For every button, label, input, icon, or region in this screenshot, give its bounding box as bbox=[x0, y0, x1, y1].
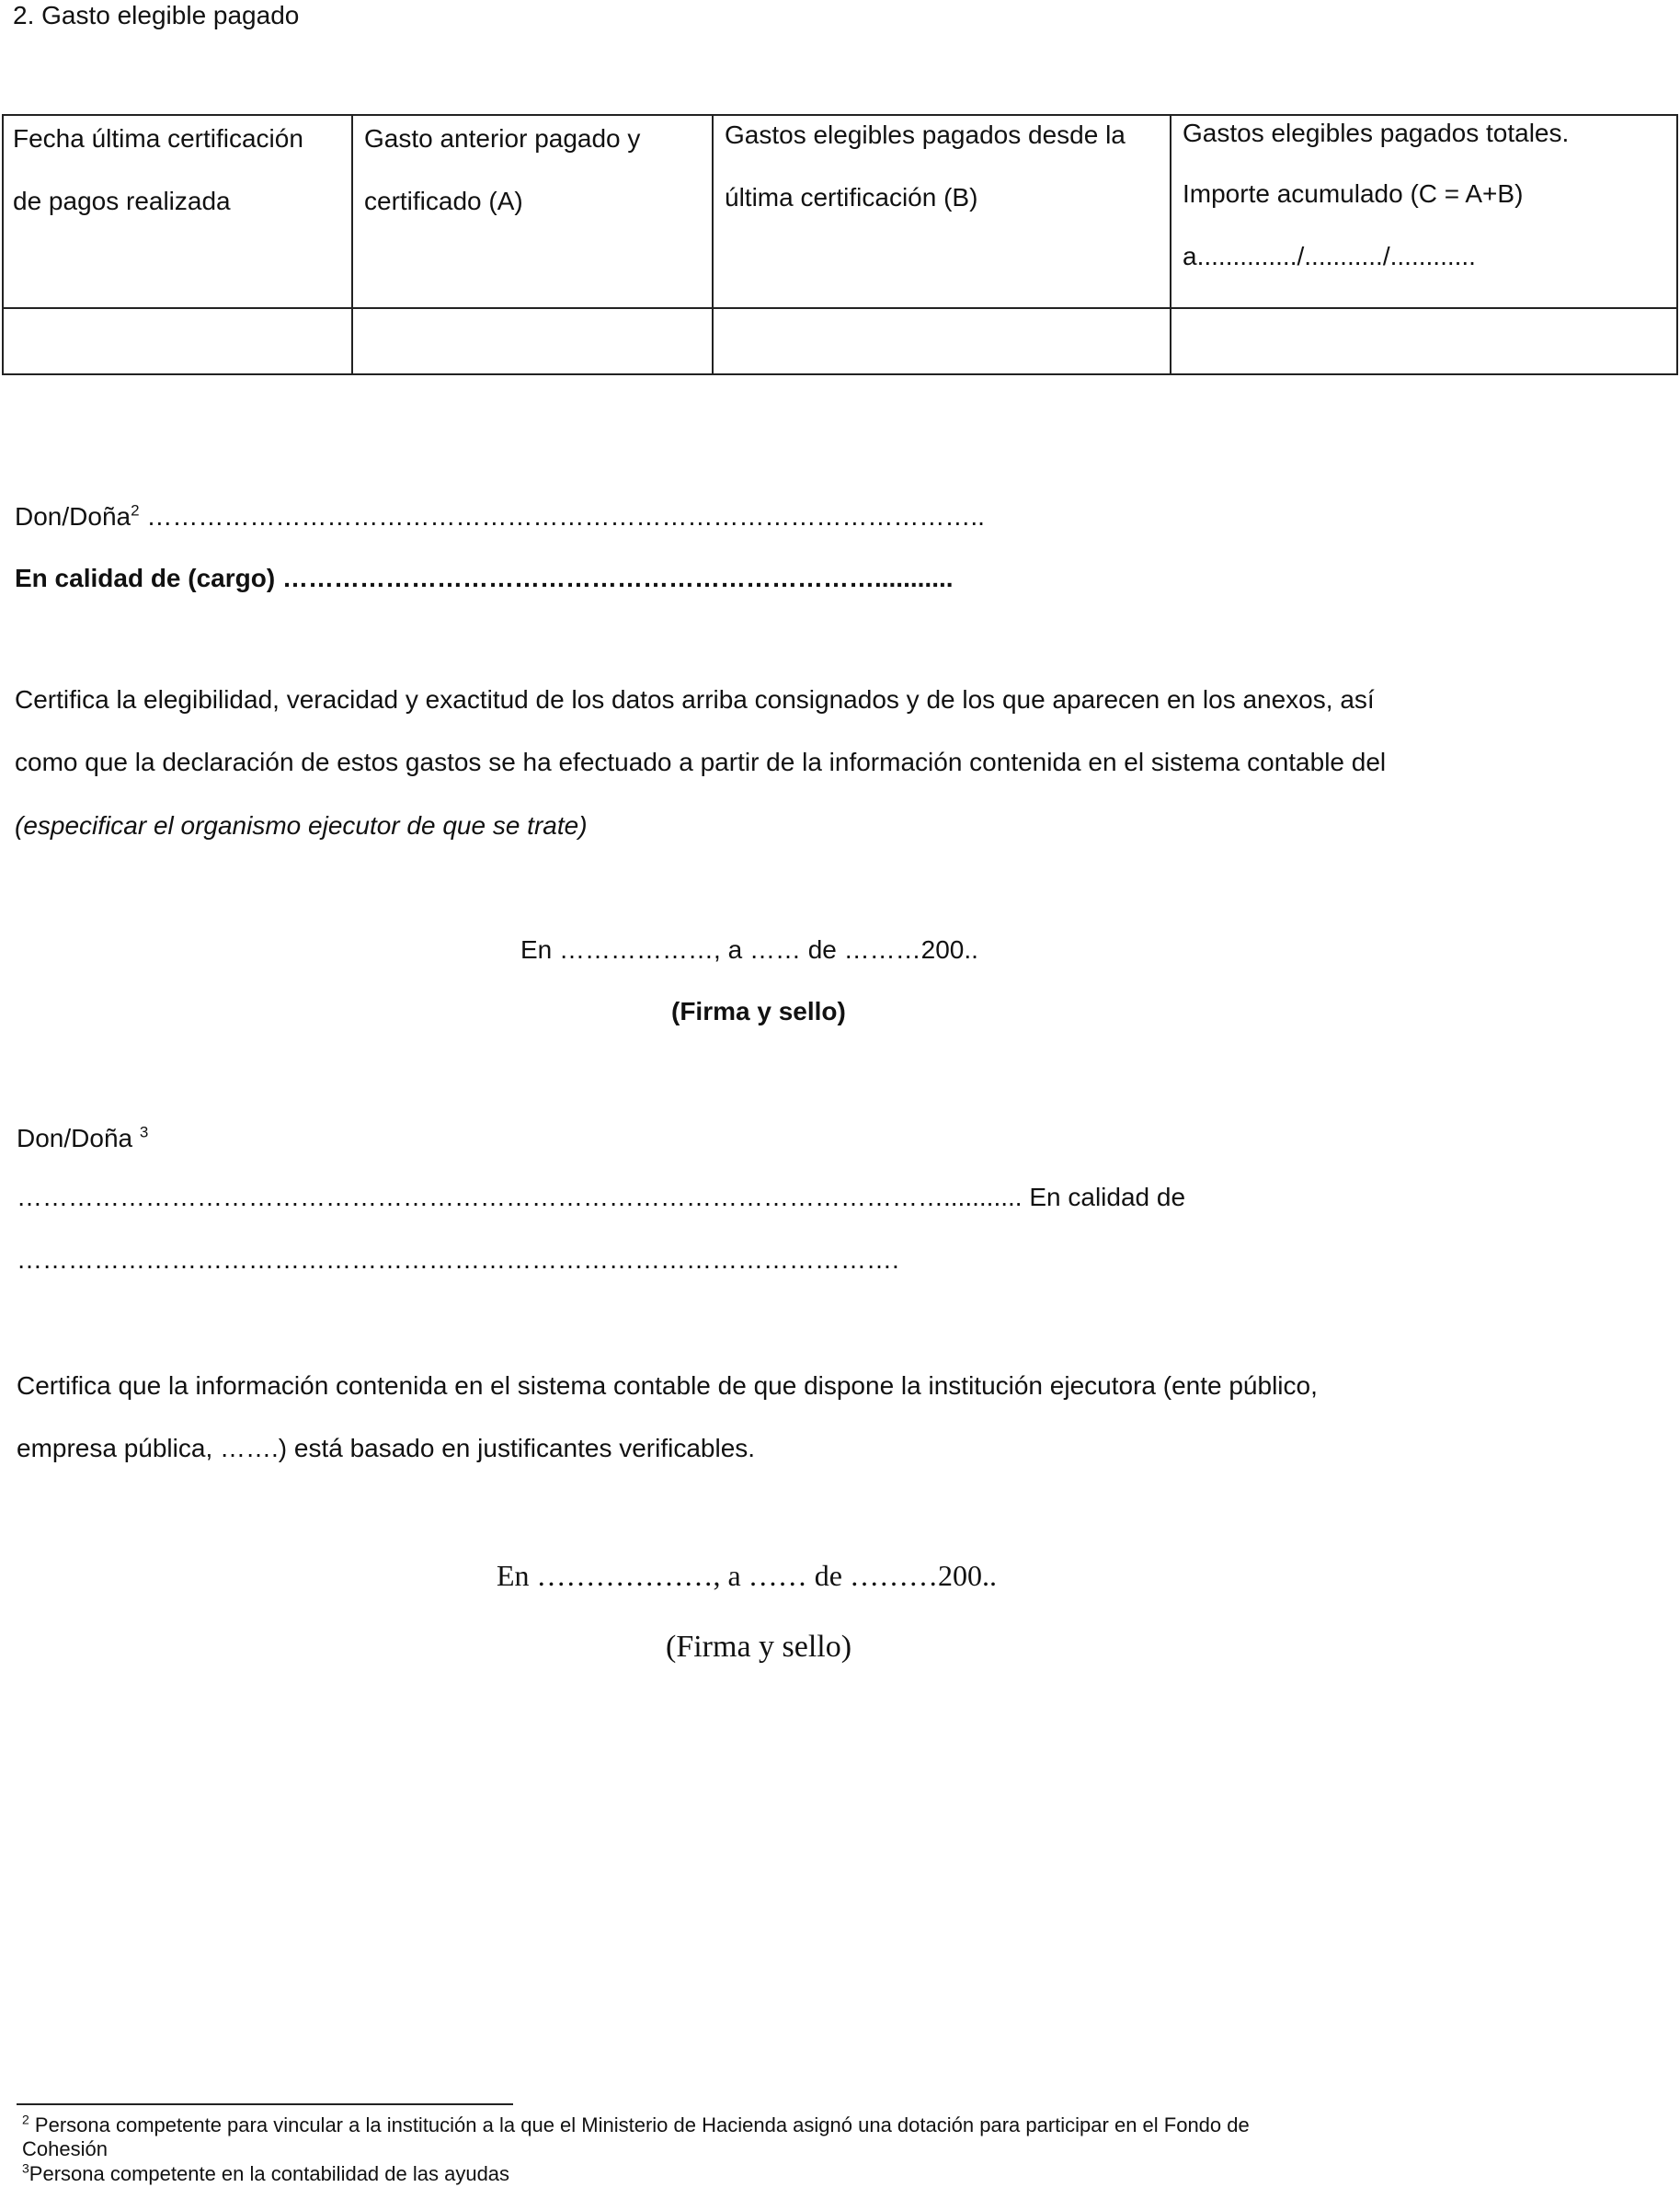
footnote-3-text: Persona competente en la contabilidad de las ayudas bbox=[29, 2162, 510, 2185]
certifica-2-line1: Certifica que la información contenida en el sistema contable de que dispone la institución ejecutora (ente público, bbox=[17, 1371, 1318, 1400]
header-fecha-line2: de pagos realizada bbox=[13, 187, 231, 215]
dots-line-2: …………………………………………………………………………………………. bbox=[17, 1245, 899, 1274]
header-gastos-desde-line2: última certificación (B) bbox=[725, 183, 978, 212]
table-row-divider bbox=[4, 307, 1676, 309]
header-gastos-desde-line1: Gastos elegibles pagados desde la bbox=[725, 120, 1126, 149]
header-totales-line2: Importe acumulado (C = A+B) bbox=[1183, 179, 1524, 208]
footnote-3-number: 3 bbox=[22, 2160, 29, 2176]
dots-en-calidad-line: ………………………………………………………………………………………………........... En calidad de bbox=[17, 1183, 1186, 1211]
header-gasto-anterior-line2: certificado (A) bbox=[364, 187, 523, 215]
header-fecha-line1: Fecha última certificación bbox=[13, 124, 303, 153]
don-dona-dots: …………………………………………………………………………………….. bbox=[146, 502, 985, 531]
certifica-1-line2: como que la declaración de estos gastos se ha efectuado a partir de la información contenida en el sistema contable del bbox=[15, 748, 1387, 776]
cargo-line bbox=[15, 563, 954, 594]
cargo-dots: ……………………………………………………………........... bbox=[281, 564, 954, 592]
footnote-3 bbox=[22, 2162, 509, 2186]
header-totales-line3: a............../.........../............ bbox=[1183, 242, 1476, 270]
footnote-2-number: 2 bbox=[22, 2112, 29, 2127]
don-dona-label: Don/Doña bbox=[17, 1124, 140, 1152]
don-dona-line-2 bbox=[17, 1123, 148, 1154]
footnote-2-text: Persona competente para vincular a la institución a la que el Ministerio de Hacienda asignó una dotación para participar en el Fondo de bbox=[34, 2113, 1250, 2136]
section-title: 2. Gasto elegible pagado bbox=[13, 1, 300, 29]
certifica-1-line3: (especificar el organismo ejecutor de que se trate) bbox=[15, 811, 588, 840]
footnote-separator bbox=[17, 2103, 513, 2105]
signature-1: (Firma y sello) bbox=[671, 997, 846, 1025]
expense-table bbox=[2, 114, 1678, 375]
table-column-divider bbox=[1170, 116, 1171, 373]
place-date-1: En ………………, a …… de ………200.. bbox=[520, 935, 978, 964]
place-date-2: En ………………, a …… de ………200.. bbox=[497, 1559, 997, 1592]
don-dona-label: Don/Doña bbox=[15, 502, 131, 531]
footnote-ref-2: 2 bbox=[131, 501, 140, 520]
footnote-2 bbox=[22, 2113, 1250, 2137]
don-dona-line-1 bbox=[15, 501, 985, 533]
signature-2: (Firma y sello) bbox=[666, 1630, 852, 1664]
footnote-ref-3: 3 bbox=[139, 1123, 149, 1141]
certifica-1-line1: Certifica la elegibilidad, veracidad y exactitud de los datos arriba consignados y de los que aparecen en los anexos, así bbox=[15, 685, 1375, 714]
table-column-divider bbox=[351, 116, 353, 373]
table-column-divider bbox=[712, 116, 714, 373]
cargo-label: En calidad de (cargo) bbox=[15, 564, 282, 592]
header-totales-line1: Gastos elegibles pagados totales. bbox=[1183, 119, 1570, 147]
footnote-2-continuation: Cohesión bbox=[22, 2137, 108, 2160]
certifica-2-line2: empresa pública, …….) está basado en justificantes verificables. bbox=[17, 1434, 756, 1462]
header-gasto-anterior-line1: Gasto anterior pagado y bbox=[364, 124, 641, 153]
